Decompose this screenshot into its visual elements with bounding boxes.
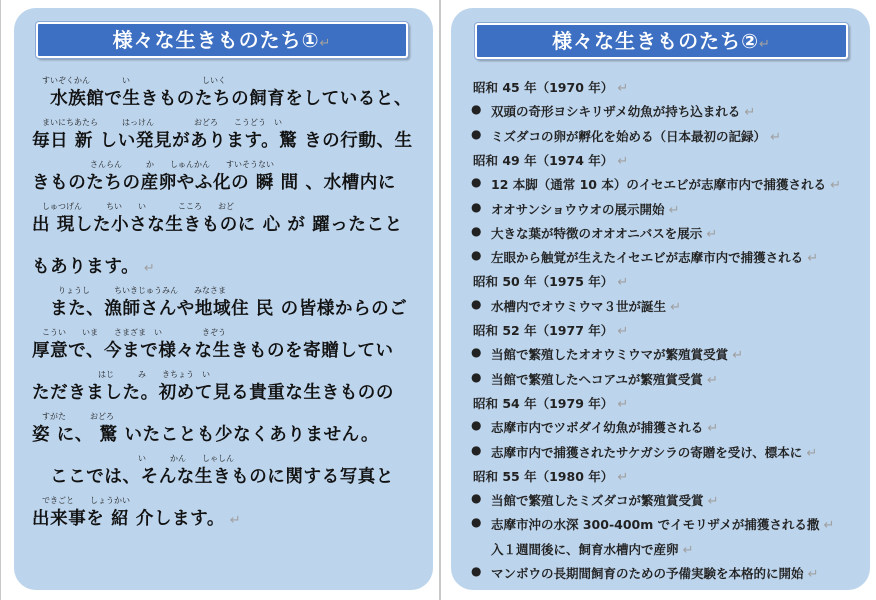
list-item: ● 左眼から触覚が生えたイセエビが志摩市内で捕獲される ↵ xyxy=(491,248,818,266)
year-heading: 昭和 54 年（1979 年） ↵ xyxy=(473,395,629,412)
year-heading: 昭和 49 年（1974 年） ↵ xyxy=(473,152,629,169)
return-mark: ↵ xyxy=(802,445,818,461)
ruby-annotation: りょうし ちいきじゅうみん みなさま xyxy=(42,286,226,295)
content-panel-left xyxy=(14,8,433,590)
list-item: ● 当館で繁殖したオオウミウマが繁殖賞受賞 ↵ xyxy=(491,345,743,363)
return-mark: ↵ xyxy=(613,81,629,96)
return-mark: ↵ xyxy=(613,469,629,485)
year-heading: 昭和 52 年（1977 年） ↵ xyxy=(473,323,629,339)
body-line: また、漁師さんや地域住 民 の皆様からのご xyxy=(32,299,408,319)
ruby-annotation: すいぞくかん い しいく xyxy=(42,76,226,85)
body-line: 姿 に、 驚 いたことも少なくありません。 xyxy=(32,425,379,445)
return-mark: ↵ xyxy=(613,153,629,169)
list-item: ● 当館で繁殖したミズダコが繁殖賞受賞 ↵ xyxy=(491,491,719,509)
return-mark: ↵ xyxy=(759,37,771,52)
document-page-right xyxy=(440,0,876,600)
ruby-annotation: さんらん か しゅんかん すいそうない xyxy=(42,160,274,169)
ruby-annotation: はじ み きちょう い xyxy=(42,370,210,379)
year-heading: 昭和 45 年（1970 年） ↵ xyxy=(473,80,629,96)
return-mark: ↵ xyxy=(678,542,694,558)
body-line: 出 現した小さな生きものに 心 が 躍ったこと xyxy=(32,215,403,235)
return-mark: ↵ xyxy=(664,202,680,218)
return-mark: ↵ xyxy=(702,226,718,242)
list-item: ● 大きな葉が特徴のオオオニバスを展示 ↵ xyxy=(491,224,717,242)
page-title-left xyxy=(36,22,408,58)
list-item: ● 当館で繁殖したヘコアユが繁殖賞受賞 ↵ xyxy=(491,370,718,388)
ruby-annotation: こうい いま さまざま い きぞう xyxy=(42,328,226,337)
year-heading: 昭和 50 年（1975 年） ↵ xyxy=(473,274,629,291)
return-mark: ↵ xyxy=(766,129,782,145)
return-mark: ↵ xyxy=(703,421,719,437)
return-mark: ↵ xyxy=(803,567,819,582)
ruby-annotation: できごと しょうかい xyxy=(42,496,130,505)
list-item: ● マンボウの長期間飼育のための予備実験を本格的に開始 ↵ xyxy=(491,564,819,582)
body-line: もあります。 ↵ xyxy=(32,257,156,277)
title-text: 様々な生きものたち② xyxy=(552,29,760,53)
return-mark: ↵ xyxy=(825,178,842,194)
list-item: ● 12 本脚（通常 10 本）のイセエビが志摩市内で捕獲される ↵ xyxy=(491,175,841,193)
return-mark: ↵ xyxy=(728,348,744,364)
ruby-annotation: しゅつげん ちい い こころ おど xyxy=(42,202,234,211)
content-panel-right xyxy=(451,8,870,590)
list-item: ● 水槽内でオウミウマ３世が誕生 ↵ xyxy=(491,297,681,315)
list-item: ● 双頭の奇形ヨシキリザメ幼魚が持ち込まれる ↵ xyxy=(491,102,755,120)
list-item: ● ミズダコの卵が孵化を始める（日本最初の記録） ↵ xyxy=(491,127,781,145)
list-item: ● 志摩市内でツボダイ幼魚が捕獲される ↵ xyxy=(491,418,718,436)
return-mark: ↵ xyxy=(703,494,719,510)
page-title-right xyxy=(475,23,848,59)
list-item: ● 志摩市内で捕獲されたサケガシラの寄贈を受け、標本に ↵ xyxy=(491,443,817,461)
body-line: ただきました。初めて見る貴重な生きものの xyxy=(32,383,394,403)
body-line: 厚意で、今まで様々な生きものを寄贈してい xyxy=(32,341,394,361)
return-mark: ↵ xyxy=(319,36,332,51)
body-line: きものたちの産卵やふ化の 瞬 間 、水槽内に xyxy=(32,173,396,193)
return-mark: ↵ xyxy=(819,518,835,534)
list-item: ● オオサンショウウオの展示開始 ↵ xyxy=(491,200,679,218)
return-mark: ↵ xyxy=(740,105,756,121)
list-item: ● 志摩市沖の水深 300-400m でイモリザメが捕獲される撒 ↵ xyxy=(491,515,834,533)
return-mark: ↵ xyxy=(613,324,629,339)
return-mark: ↵ xyxy=(702,372,718,388)
return-mark: ↵ xyxy=(613,275,629,291)
year-heading: 昭和 55 年（1980 年） ↵ xyxy=(473,468,629,485)
title-text: 様々な生きものたち① xyxy=(112,28,320,52)
ruby-annotation: すがた おどろ xyxy=(42,412,114,421)
return-mark: ↵ xyxy=(224,513,242,528)
body-line: 出来事を 紹 介します。 ↵ xyxy=(32,509,242,529)
body-line: ここでは、そんな生きものに関する写真と xyxy=(32,467,394,487)
ruby-annotation: まいにちあたら はっけん おどろ こうどう い xyxy=(42,118,282,127)
return-mark: ↵ xyxy=(139,261,156,276)
body-line: 毎日 新 しい発見があります。驚 きの行動、生 xyxy=(32,131,413,151)
return-mark: ↵ xyxy=(803,251,819,267)
ruby-annotation: い かん しゃしん xyxy=(42,454,234,463)
list-item: 入１週間後に、飼育水槽内で産卵 ↵ xyxy=(491,541,694,558)
return-mark: ↵ xyxy=(613,396,629,412)
return-mark: ↵ xyxy=(666,299,682,315)
body-line: 水族館で生きものたちの飼育をしていると、 xyxy=(32,89,413,109)
